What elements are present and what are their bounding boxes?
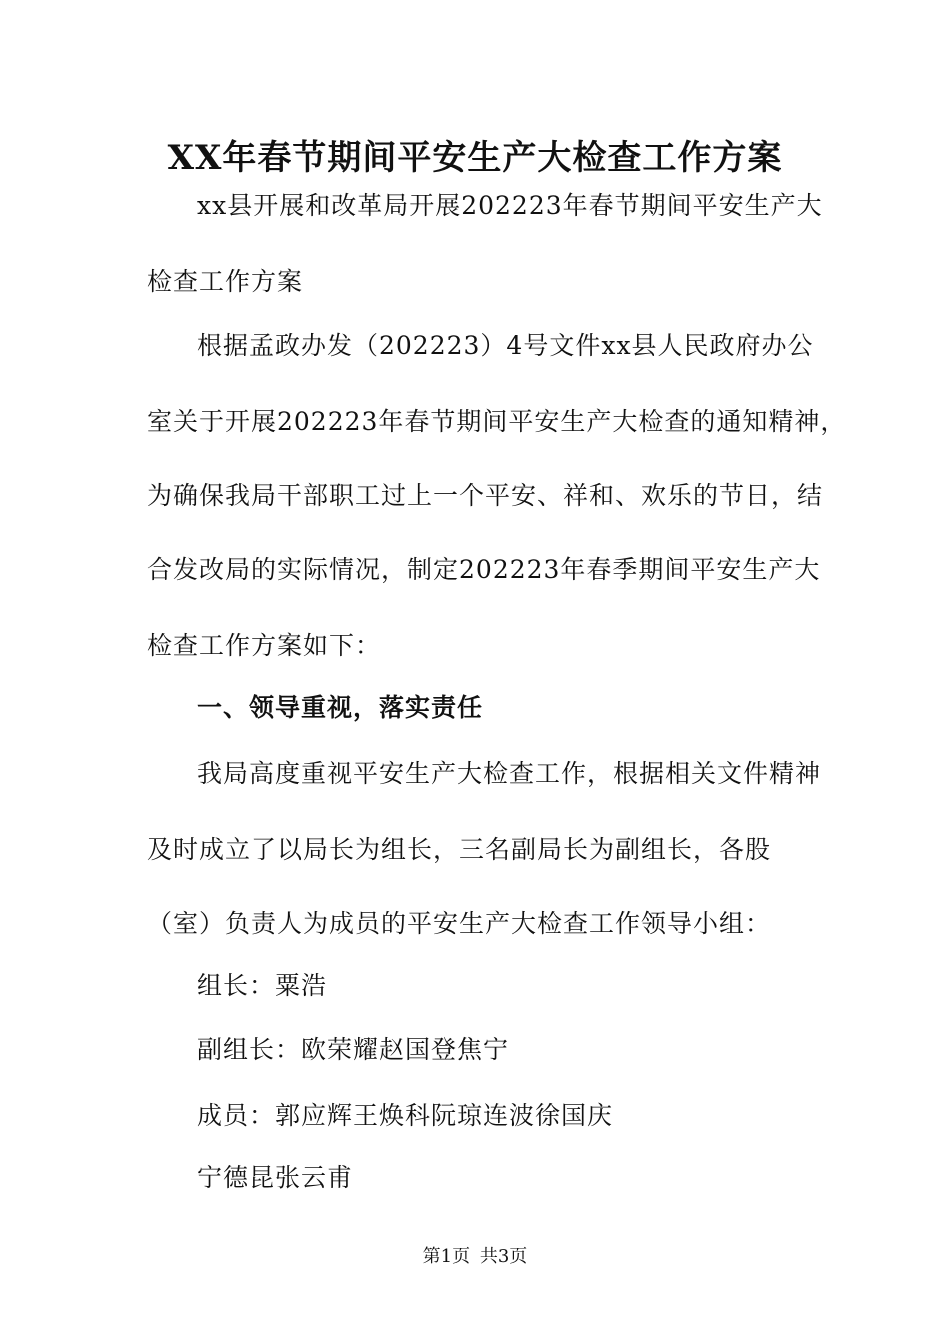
leader-line: 组长：粟浩 bbox=[197, 971, 328, 1000]
members-line-continued: 宁德昆张云甫 bbox=[197, 1163, 354, 1192]
members-line: 成员：郭应辉王焕科阮琼连波徐国庆 bbox=[197, 1101, 614, 1130]
body-line-7: 检查工作方案如下： bbox=[147, 631, 382, 660]
body-line-1: xx县开展和改革局开展202223年春节期间平安生产大 bbox=[197, 191, 823, 220]
body-line-8: 我局高度重视平安生产大检查工作，根据相关文件精神 bbox=[197, 759, 822, 788]
body-line-10: （室）负责人为成员的平安生产大检查工作领导小组： bbox=[147, 909, 772, 938]
section-heading-1: 一、领导重视，落实责任 bbox=[197, 693, 484, 722]
body-line-5: 为确保我局干部职工过上一个平安、祥和、欢乐的节日，结 bbox=[147, 481, 824, 510]
body-line-3: 根据孟政办发（202223）4号文件xx县人民政府办公 bbox=[197, 331, 814, 360]
page-number: 第1页 bbox=[422, 1246, 471, 1267]
page-footer bbox=[0, 1242, 950, 1268]
body-line-4: 室关于开展202223年春节期间平安生产大检查的通知精神， bbox=[147, 407, 847, 436]
document-title: XX年春节期间平安生产大检查工作方案 bbox=[167, 138, 783, 178]
deputy-leader-line: 副组长：欧荣耀赵国登焦宁 bbox=[197, 1035, 510, 1064]
body-line-6: 合发改局的实际情况，制定202223年春季期间平安生产大 bbox=[147, 555, 821, 584]
body-line-2: 检查工作方案 bbox=[147, 267, 304, 296]
page-total: 共3页 bbox=[479, 1246, 528, 1267]
body-line-9: 及时成立了以局长为组长，三名副局长为副组长，各股 bbox=[147, 835, 772, 864]
